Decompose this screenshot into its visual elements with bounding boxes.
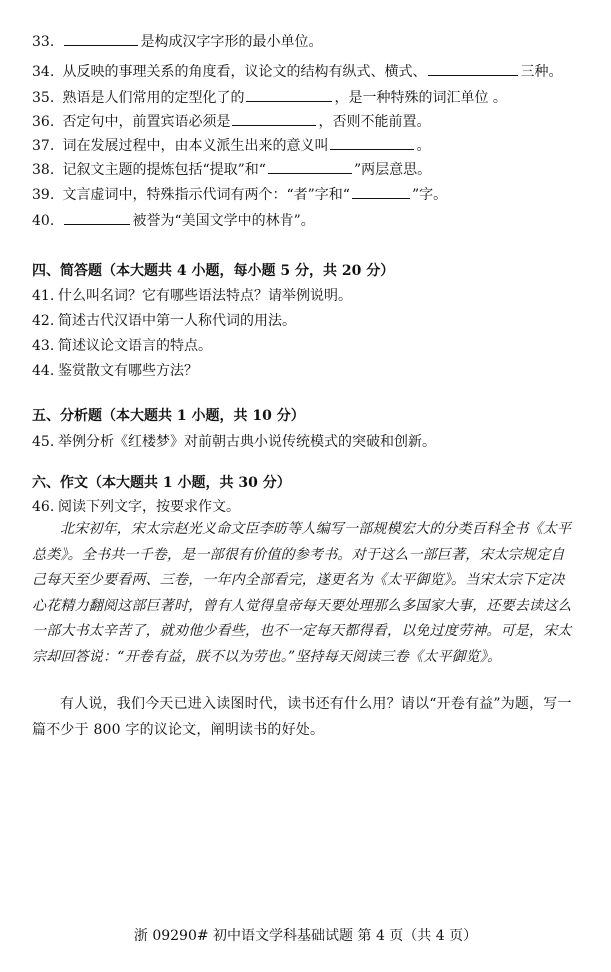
question-44: 44. 鉴赏散文有哪些方法？ xyxy=(32,363,198,379)
section-heading-essay: 六、作文（本大题共 1 小题，共 30 分） xyxy=(32,475,291,491)
answer-blank xyxy=(330,136,414,150)
question-40: 40. 被誉为“美国文学中的林肯”。 xyxy=(32,213,315,229)
question-35: 35. 熟语是人们常用的定型化了的 ，是一种特殊的词汇单位 。 xyxy=(32,90,507,106)
answer-blank xyxy=(64,211,130,225)
essay-prompt: 有人说，我们今天已进入读图时代，读书还有什么用？请以“开卷有益”为题，写一篇不少于 800 字的议论文，阐明读书的好处。 xyxy=(32,696,572,738)
question-43: 43. 简述议论文语言的特点。 xyxy=(32,338,212,354)
section-heading-analysis: 五、分析题（本大题共 1 小题，共 10 分） xyxy=(32,408,305,424)
question-39: 39. 文言虚词中，特殊指示代词有两个：“者”字和“ ”字。 xyxy=(32,187,448,203)
answer-blank xyxy=(352,185,410,199)
question-38: 38. 记叙文主题的提炼包括“提取”和“ ”两层意思。 xyxy=(32,162,432,178)
question-number: 40. xyxy=(32,213,55,229)
question-number: 35. xyxy=(32,90,55,106)
answer-blank xyxy=(428,62,518,76)
question-34: 34. 从反映的事理关系的角度看，议论文的结构有纵式、横式、 三种。 xyxy=(32,64,563,80)
page-footer: 浙 09290# 初中语文学科基础试题 第 4 页（共 4 页） xyxy=(133,928,478,944)
question-number: 39. xyxy=(32,187,55,203)
question-46: 46. 阅读下列文字，按要求作文。 xyxy=(32,499,240,515)
question-36: 36. 否定句中，前置宾语必须是 ，否则不能前置。 xyxy=(32,114,431,130)
question-42: 42. 简述古代汉语中第一人称代词的用法。 xyxy=(32,313,296,329)
reading-passage: 北宋初年，宋太宗赵光义命文臣李昉等人编写一部规模宏大的分类百科全书《太平总类》。全书共一千卷，是一部很有价值的参考书。对于这么一部巨著，宋太宗规定自己每天至少要看两、三卷，一年内全部看完，遂更名为《太平御览》。当宋太宗下定决心花精力翻阅这部巨著时，曾有人觉得皇帝每天要处理那么多国家大事，还要去读这么一部大书太辛苦了，就劝他少看些，也不一定每天都得看，以免过度劳神。可是，宋太宗却回答说：“开卷有益，朕不以为劳也。”坚持每天阅读三卷《太平御览》。 xyxy=(32,521,572,665)
question-number: 34. xyxy=(32,64,55,80)
question-45: 45. 举例分析《红楼梦》对前朝古典小说传统模式的突破和创新。 xyxy=(32,434,436,450)
answer-blank xyxy=(246,88,332,102)
question-number: 38. xyxy=(32,162,55,178)
question-number: 36. xyxy=(32,114,55,130)
question-41: 41. 什么叫名词？它有哪些语法特点？请举例说明。 xyxy=(32,288,352,304)
answer-blank xyxy=(232,112,316,126)
answer-blank xyxy=(64,32,138,46)
question-number: 33. xyxy=(32,34,55,50)
question-number: 37. xyxy=(32,138,55,154)
question-37: 37. 词在发展过程中，由本义派生出来的意义叫 。 xyxy=(32,138,431,154)
answer-blank xyxy=(268,160,352,174)
section-heading-short-answer: 四、简答题（本大题共 4 小题，每小题 5 分，共 20 分） xyxy=(32,263,395,279)
question-33: 33. 是构成汉字字形的最小单位。 xyxy=(32,34,323,50)
